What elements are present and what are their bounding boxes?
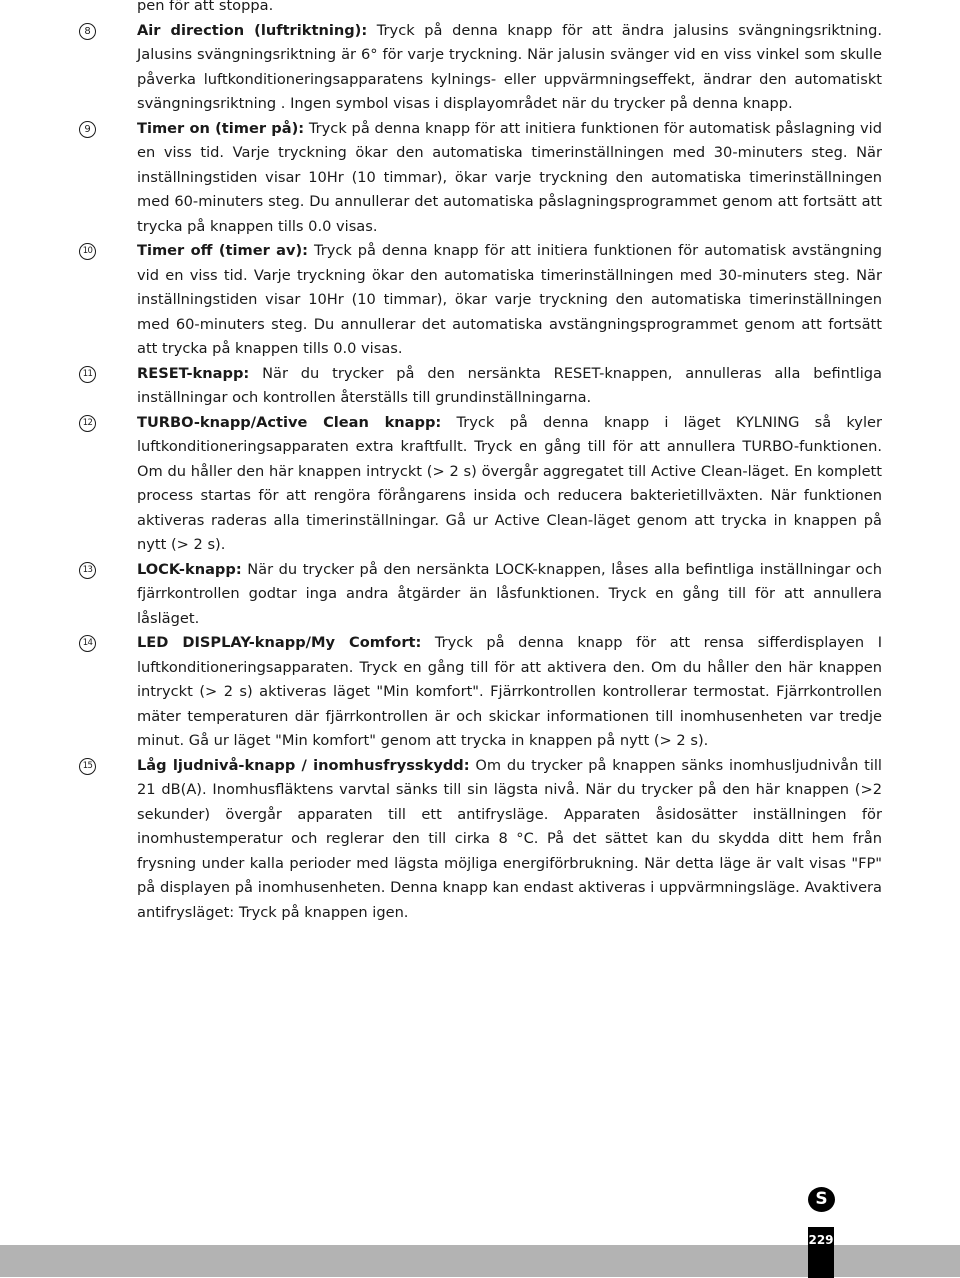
page-number: 229	[808, 1227, 834, 1278]
list-item	[0, 362, 960, 411]
item-number-badge: 8	[79, 23, 96, 40]
item-number-badge: 9	[79, 121, 96, 138]
item-term: Timer on (timer på):	[137, 119, 305, 137]
item-term: Timer off (timer av):	[137, 242, 309, 259]
item-text: När du trycker på den nersänkta LOCK-knappen, låses alla befintliga inställningar och fjärrkontrollen godtar inga andra åtgärder än låsfunktionen. Tryck en gång till för att annullera låsläget.	[137, 560, 882, 627]
item-number-badge: 13	[79, 562, 96, 579]
item-text: Tryck på denna knapp för att initiera funktionen för automatisk påslagning vid en viss tid. Varje tryckning ökar den automatiska timerinställningen med 30-minuters steg. När inställningstiden visar 10Hr (10 timmar), ökar varje tryckning den automatiska timerinställningen med 60-minuters steg. Du annullerar det automatiska påslagningsprogrammet genom att fortsätt att trycka på knappen tills 0.0 visas.	[137, 119, 882, 235]
continued-text: pen för att stoppa.	[137, 0, 274, 14]
item-number-badge: 11	[79, 366, 96, 383]
item-list	[0, 19, 960, 926]
list-item	[0, 631, 960, 754]
item-text: Tryck på denna knapp för att rensa sifferdisplayen I luftkonditioneringsapparaten. Tryck en gång till för att aktivera den. Om du håller den här knappen intryckt (> 2 s) aktiveras läget "Min komfort". Fjärrkontrollen kontrollerar termostat. Fjärrkontrollen mäter temperaturen där fjärrkontrollen är och skickar informationen till inomhusenheten var tredje minut. Gå ur läget "Min komfort" genom att trycka in knappen på nytt (> 2 s).	[137, 634, 882, 749]
item-term: LOCK-knapp:	[137, 560, 242, 578]
item-number-badge: 15	[79, 758, 96, 775]
item-number-badge: 14	[79, 635, 96, 652]
item-number-badge: 10	[79, 243, 96, 260]
item-term: LED DISPLAY-knapp/My Comfort:	[137, 634, 422, 651]
list-item	[0, 411, 960, 558]
list-item	[0, 558, 960, 632]
item-text: Tryck på denna knapp för att initiera funktionen för automatisk avstängning vid en viss tid. Varje tryckning ökar den automatiska timerinställningen med 30-minuters steg. När inställningstiden visar 10Hr (10 timmar), ökar varje tryckning den automatiska timerinställningen med 60-minuters steg. Du annullerar det automatiska avstängningsprogrammet genom att fortsätt att trycka på knappen tills 0.0 visas.	[137, 242, 883, 357]
list-item	[0, 19, 960, 117]
item-term: RESET-knapp:	[137, 364, 250, 382]
list-item	[0, 239, 960, 362]
item-text: Tryck på denna knapp i läget KYLNING så kyler luftkonditioneringsapparaten extra kraftfullt. Tryck en gång till för att annullera TURBO-funktionen. Om du håller den här knappen intryckt (> 2 s) övergår aggregatet till Active Clean-läget. En komplett process startas för att rengöra förångarens insida och reducera bakterietillväxten. När funktionen aktiveras raderas alla timerinställningar. Gå ur Active Clean-läget genom att trycka in knappen på nytt (> 2 s).	[137, 413, 882, 553]
item-term: Låg ljudnivå-knapp / inomhusfrysskydd:	[137, 756, 470, 774]
item-term: Air direction (luftriktning):	[137, 21, 368, 39]
item-number-badge: 12	[79, 415, 96, 432]
item-text: När du trycker på den nersänkta RESET-knappen, annulleras alla befintliga inställningar och kontrollen återställs till grundinställningarna.	[137, 364, 882, 406]
item-text: Om du trycker på knappen sänks inomhusljudnivån till 21 dB(A). Inomhusfläktens varvtal sänks till sin lägsta nivå. När du trycker på den här knappen (>2 sekunder) övergår apparaten till ett antifrysläge. Apparaten åsidosätter inställningen för inomhustemperatur och reglerar den till cirka 8 °C. På det sättet kan du skydda ditt hem från frysning under kalla perioder med lägsta möjliga energiförbrukning. När detta läge är valt visas "FP" på displayen på inomhusenheten. Denna knapp kan endast aktiveras i uppvärmningsläge. Avaktivera antifrysläget: Tryck på knappen igen.	[137, 756, 882, 921]
item-text: Tryck på denna knapp för att ändra jalusins svängningsriktning. Jalusins svängningsriktning är 6° för varje tryckning. När jalusin svänger vid en viss vinkel som skulle påverka luftkonditioneringsapparatens kylnings- eller uppvärmningseffekt, ändrar den automatiskt svängningsriktning . Ingen symbol visas i displayområdet när du trycker på denna knapp.	[137, 21, 883, 112]
list-item	[0, 117, 960, 240]
item-term: TURBO-knapp/Active Clean knapp:	[137, 413, 442, 431]
language-badge: S	[808, 1187, 835, 1212]
list-item	[0, 754, 960, 926]
